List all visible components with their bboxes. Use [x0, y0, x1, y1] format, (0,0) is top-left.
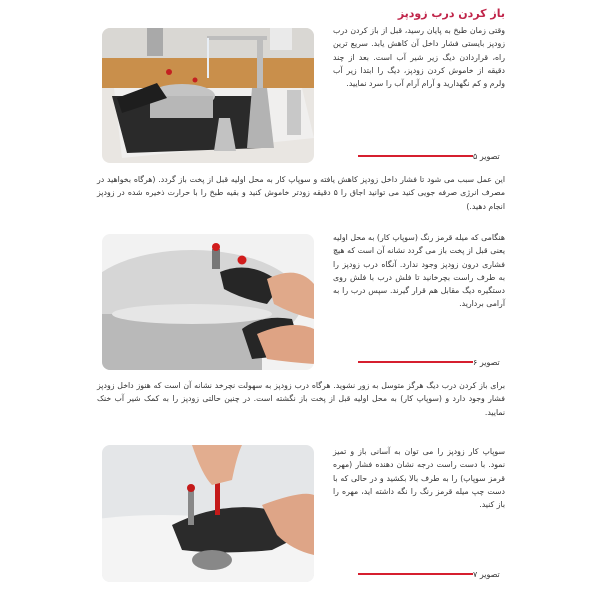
figure-7-photo: [102, 445, 314, 582]
figure-5-caption: [346, 150, 500, 162]
figure-5-photo: [102, 28, 314, 163]
paragraph-4: برای باز کردن درب دیگ هرگز متوسل به زور نشوید. هرگاه درب زودپز به سهولت نچرخد نشانه آن است که هنوز داخل زودپز فشار وجود دارد و (سوپاپ کار) به محل اولیه قبل از پخت باز نگشته است. در چنین حالتی زودپز را به کمک شیر آب خنک نمایید.: [97, 381, 505, 417]
caption-line: [358, 361, 473, 364]
caption-line: [358, 573, 473, 576]
caption-text: تصویر ۵: [473, 151, 500, 161]
caption-text: تصویر ۶: [473, 357, 500, 367]
paragraph-3: هنگامی که میله قرمز رنگ (سوپاپ کار) به محل اولیه یعنی قبل از پخت باز می گردد نشانه آن است که هیچ فشاری درون زودپز وجود ندارد. آنگاه درب زودپز را به طرف راست بچرخانید تا فلش درب با فلش روی دستگیره دیگ مقابل هم قرار گیرند. سپس درب را به آرامی بردارید.: [333, 233, 505, 309]
paragraph-2: این عمل سبب می شود تا فشار داخل زودپز کاهش یافته و سوپاپ کار به محل اولیه قبل از پخت باز گردد. (هرگاه بخواهید در مصرف انرژی صرفه جویی کنید می توانید اجاق را ۵ دقیقه زودتر خاموش کنید و بقیه طبخ را با حرارت ذخیره شده در زودپز انجام دهید.): [97, 175, 505, 211]
caption-text: تصویر ۷: [473, 569, 500, 579]
figure-6-photo: [102, 234, 314, 370]
figure-6-caption: [346, 356, 500, 368]
paragraph-5: سوپاپ کار زودپز را می توان به آسانی باز و تمیز نمود. با دست راست درجه نشان دهنده فشار (مهره قرمز سوپاپ) را به طرف بالا بکشید و در حالی که با دست چپ میله قرمز رنگ را نگه داشته اید، مهره را باز کنید.: [333, 447, 505, 510]
caption-line: [358, 155, 473, 158]
figure-7-caption: [346, 568, 500, 580]
paragraph-1: وقتی زمان طبخ به پایان رسید، قبل از باز کردن درب زودپز بایستی فشار داخل آن کاهش یابد. سریع ترین راه، قراردادن دیگ زیر شیر آب است. بعد از چند دقیقه از خاموش کردن زودپز، دیگ را ابتدا زیر آب ولرم و کم نگهدارید و آرام آرام آب را سرد نمایید.: [333, 26, 505, 89]
page-title: باز کردن درب زودپز: [397, 7, 505, 20]
